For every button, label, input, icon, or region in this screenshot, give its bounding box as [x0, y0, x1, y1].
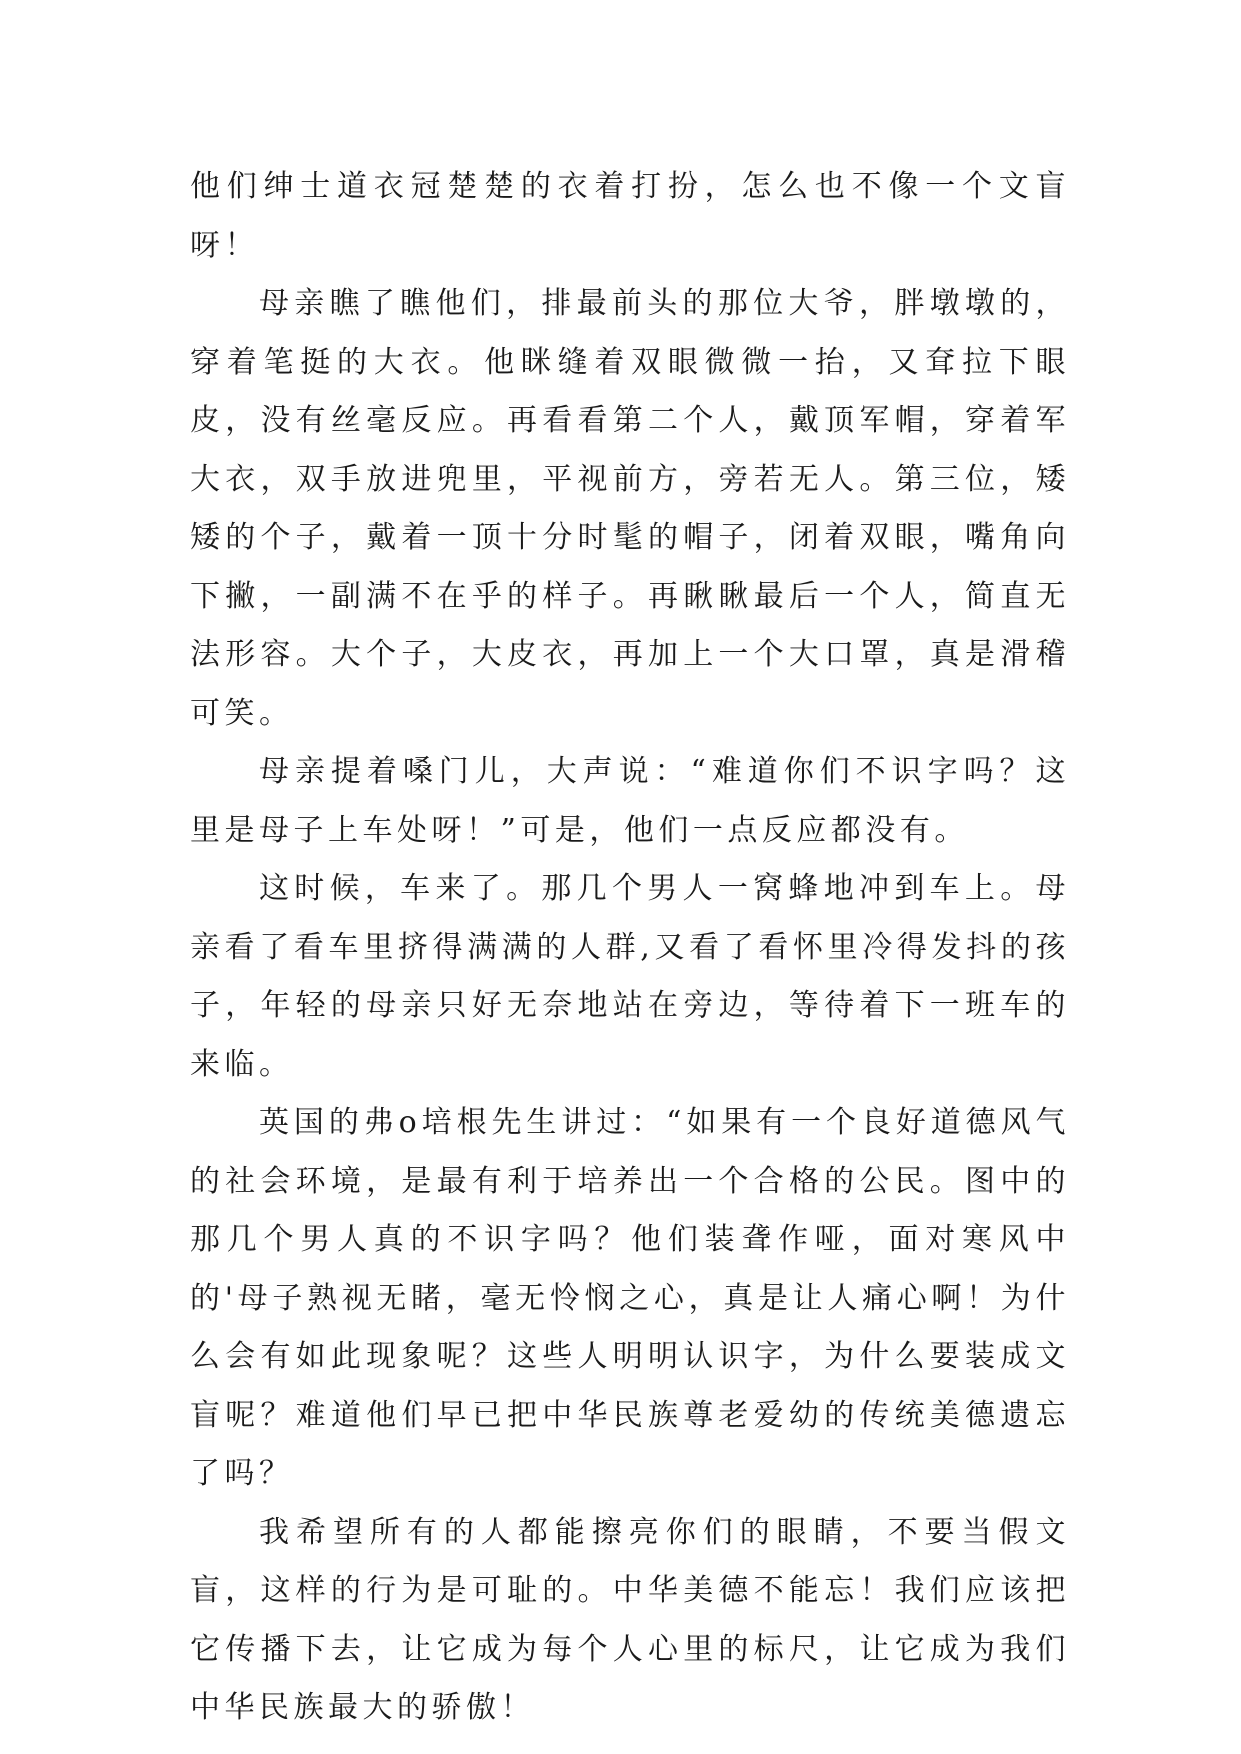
- paragraph-1: 他们绅士道衣冠楚楚的衣着打扮，怎么也不像一个文盲呀！: [190, 169, 1070, 263]
- paragraph-5: 英国的弗ο培根先生讲过：“如果有一个良好道德风气的社会环境，是最有利于培养出一个合格的公民。图中的那几个男人真的不识字吗？他们装聋作哑，面对寒风中的'母子熟视无睹，毫无怜悯之心，真是让人痛心啊！为什么会有如此现象呢？这些人明明认识字，为什么要装成文盲呢？难道他们早已把中华民族尊老爱幼的传统美德遗忘了吗？: [190, 1105, 1070, 1491]
- paragraph-2: 母亲瞧了瞧他们，排最前头的那位大爷，胖墩墩的，穿着笔挺的大衣。他眯缝着双眼微微一抬，又耷拉下眼皮，没有丝毫反应。再看看第二个人，戴顶军帽，穿着军大衣，双手放进兜里，平视前方，旁若无人。第三位，矮矮的个子，戴着一顶十分时髦的帽子，闭着双眼，嘴角向下撇，一副满不在乎的样子。再瞅瞅最后一个人，简直无法形容。大个子，大皮衣，再加上一个大口罩，真是滑稽可笑。: [190, 286, 1070, 731]
- body-text: [190, 158, 1070, 1738]
- paragraph-6: 我希望所有的人都能擦亮你们的眼睛，不要当假文盲，这样的行为是可耻的。中华美德不能忘！我们应该把它传播下去，让它成为每个人心里的标尺，让它成为我们中华民族最大的骄傲！: [190, 1514, 1070, 1725]
- paragraph-3: 母亲提着嗓门儿，大声说：“难道你们不识字吗？这里是母子上车处呀！”可是，他们一点反应都没有。: [190, 754, 1070, 848]
- paragraph-4: 这时候，车来了。那几个男人一窝蜂地冲到车上。母亲看了看车里挤得满满的人群,又看了看怀里冷得发抖的孩子，年轻的母亲只好无奈地站在旁边，等待着下一班车的来临。: [190, 871, 1070, 1082]
